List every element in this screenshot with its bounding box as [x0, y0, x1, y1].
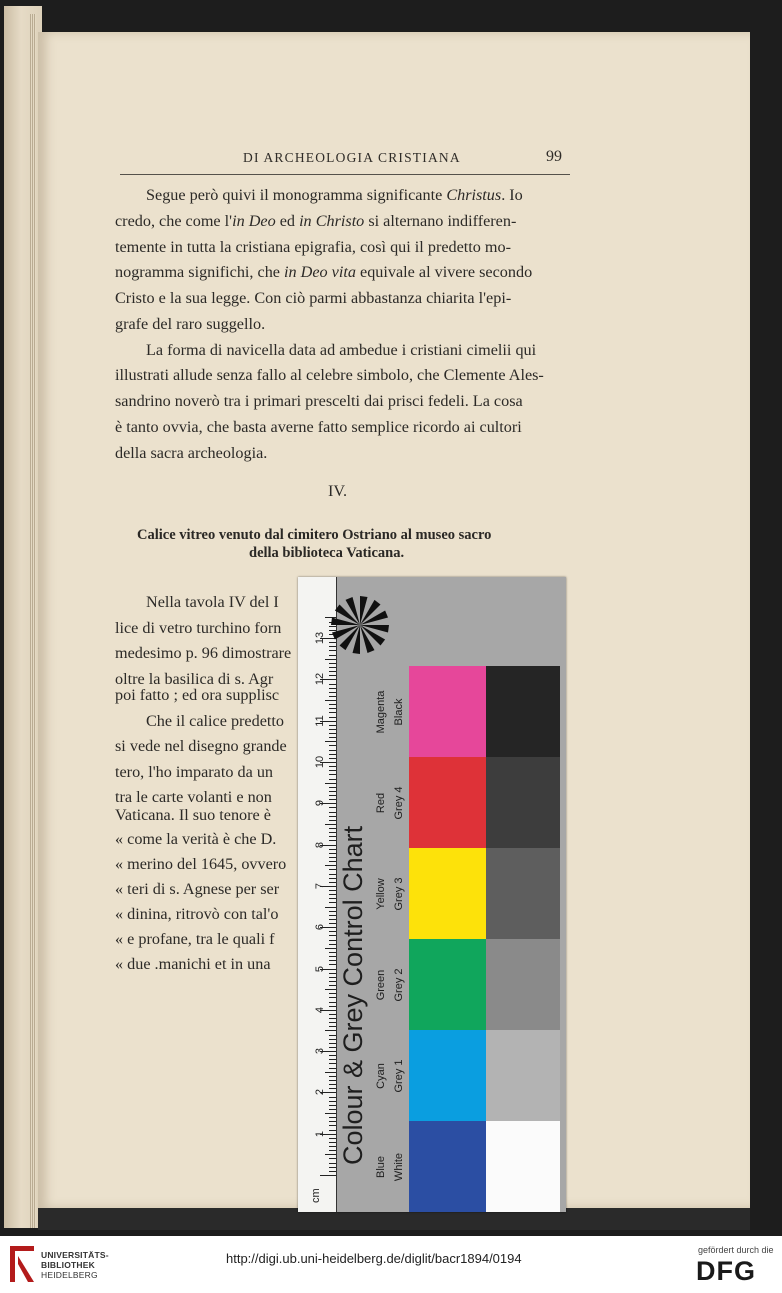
text-line: « come la verità è che D.	[115, 830, 277, 848]
ruler-tick	[329, 758, 336, 759]
ruler-tick	[329, 956, 336, 957]
text-line: illustrati allude senza fallo al celebre simbolo, che Clemente Ales-	[115, 366, 544, 384]
ruler-tick	[329, 857, 336, 858]
ruler-tick	[329, 964, 336, 965]
color-patch-red	[409, 757, 486, 848]
ruler-tick	[325, 783, 336, 784]
ruler-tick	[329, 1059, 336, 1060]
ruler-tick	[329, 898, 336, 899]
ruler-tick	[329, 688, 336, 689]
ruler-number: 2	[314, 1089, 326, 1096]
ruler-tick	[329, 981, 336, 982]
color-patch-yellow	[409, 848, 486, 939]
text-line: tero, l'ho imparato da un	[115, 763, 274, 781]
ruler-number: 9	[314, 800, 326, 807]
grey-patch-grey-4	[486, 757, 560, 848]
ruler-tick	[329, 663, 336, 664]
ruler-tick	[329, 923, 336, 924]
grey-patch-label: White	[393, 1152, 405, 1181]
text-line: nogramma significhi, che in Deo vita equivale al vivere secondo	[115, 263, 533, 281]
ruler-number: 11	[314, 714, 326, 727]
text-line: Segue però quivi il monogramma significante Christus. Io	[146, 186, 523, 204]
ruler-tick	[329, 1121, 336, 1122]
grey-patch-grey-1	[486, 1030, 560, 1121]
ruler-tick	[329, 812, 336, 813]
ruler-tick	[329, 1163, 336, 1164]
ruler-tick	[325, 1154, 336, 1155]
text-line: sandrino noverò tra i primari prescelti dai prisci fedeli. La cosa	[115, 392, 523, 410]
ruler-tick	[329, 745, 336, 746]
header-rule	[120, 174, 570, 175]
page-stack-edge	[30, 14, 36, 1228]
text-line: si vede nel disegno grande	[115, 737, 287, 755]
ruler-tick	[329, 1171, 336, 1172]
ruler-tick	[329, 1022, 336, 1023]
text-line: oltre la basilica di s. Agr	[115, 670, 274, 688]
ruler-tick	[329, 770, 336, 771]
ruler-tick	[329, 1080, 336, 1081]
ruler-tick	[329, 1125, 336, 1126]
ruler-tick	[329, 944, 336, 945]
ruler-tick	[329, 1063, 336, 1064]
ruler-tick	[329, 915, 336, 916]
color-patch-label: Blue	[375, 1155, 387, 1178]
text-line: « due .manichi et in una	[115, 955, 271, 973]
text-line: « teri di s. Agnese per ser	[115, 880, 280, 898]
ruler-tick	[329, 1018, 336, 1019]
text-line: Cristo e la sua legge. Con ciò parmi abbastanza chiarita l'epi-	[115, 289, 512, 307]
ruler-tick	[329, 799, 336, 800]
grey-patch-grey-3	[486, 848, 560, 939]
ruler-tick	[329, 1138, 336, 1139]
grey-patch-label: Grey 1	[393, 1059, 405, 1093]
ruler-number: 3	[314, 1048, 326, 1055]
ruler-tick	[329, 861, 336, 862]
ruler-tick	[329, 820, 336, 821]
ruler-tick	[329, 795, 336, 796]
ruler-tick	[329, 890, 336, 891]
ruler-tick	[329, 849, 336, 850]
chart-title: Colour & Grey Control Chart	[338, 825, 368, 1165]
ruler-tick	[329, 1084, 336, 1085]
ruler-tick	[329, 737, 336, 738]
ruler-tick	[329, 869, 336, 870]
ruler-tick	[329, 1142, 336, 1143]
text-line: « merino del 1645, ovvero	[115, 855, 287, 873]
ruler-tick	[329, 1068, 336, 1069]
ruler-number: 12	[314, 673, 326, 686]
text-line: Che il calice predetto	[146, 712, 284, 730]
ruler-tick	[329, 902, 336, 903]
grey-patch-black	[486, 666, 560, 757]
library-name-line: UNIVERSITÄTS-	[41, 1250, 109, 1260]
color-patch-green	[409, 939, 486, 1030]
ruler-tick	[329, 791, 336, 792]
ruler-tick	[329, 766, 336, 767]
color-patch-blue	[409, 1121, 486, 1212]
ruler-tick	[329, 717, 336, 718]
ruler-tick	[325, 700, 336, 701]
text-line: tra le carte volanti e non	[115, 788, 272, 806]
ruler-tick	[325, 865, 336, 866]
ruler-tick	[329, 787, 336, 788]
ruler-tick	[329, 708, 336, 709]
ruler-tick	[329, 836, 336, 837]
text-line: poi fatto ; ed ora supplisc	[115, 686, 280, 704]
ruler-tick	[325, 989, 336, 990]
ruler-tick	[329, 985, 336, 986]
ruler-tick	[329, 1002, 336, 1003]
ruler-tick	[329, 894, 336, 895]
section-title-line: della biblioteca Vaticana.	[249, 545, 405, 561]
ruler-tick	[325, 1072, 336, 1073]
ruler-tick	[329, 754, 336, 755]
ruler-tick	[329, 853, 336, 854]
university-logo-icon	[8, 1244, 38, 1284]
ruler-tick	[329, 1006, 336, 1007]
ruler-tick	[329, 874, 336, 875]
grey-patch-white	[486, 1121, 560, 1212]
ruler-number: 6	[314, 924, 326, 931]
ruler-tick	[329, 733, 336, 734]
ruler-tick	[329, 712, 336, 713]
ruler-tick	[329, 692, 336, 693]
dfg-logo: DFG	[696, 1256, 756, 1286]
library-name-line: BIBLIOTHEK	[41, 1260, 95, 1270]
ruler-tick	[329, 655, 336, 656]
ruler-tick	[329, 667, 336, 668]
ruler-tick	[325, 824, 336, 825]
ruler-number: 13	[314, 631, 326, 645]
page-number: 99	[546, 148, 562, 165]
ruler-tick	[329, 993, 336, 994]
text-line: temente in tutta la cristiana epigrafia, così qui il predetto mo-	[115, 238, 512, 256]
ruler-tick	[329, 671, 336, 672]
ruler-tick	[325, 907, 336, 908]
ruler-tick	[329, 1167, 336, 1168]
ruler-number: 7	[314, 882, 326, 889]
color-patch-label: Yellow	[375, 877, 387, 910]
text-line: « e profane, tra le quali f	[115, 930, 275, 948]
ruler-tick	[329, 779, 336, 780]
library-name-line: HEIDELBERG	[41, 1270, 98, 1280]
ruler-tick	[329, 1109, 336, 1110]
ruler-tick	[329, 684, 336, 685]
ruler-tick	[329, 1014, 336, 1015]
section-number: IV.	[328, 482, 348, 500]
ruler-tick	[325, 659, 336, 660]
text-line: medesimo p. 96 dimostrare	[115, 644, 292, 662]
text-line: è tanto ovvia, che basta averne fatto semplice ricordo ai cultori	[115, 418, 522, 436]
ruler-tick	[329, 1105, 336, 1106]
ruler-number: 10	[314, 755, 326, 769]
grey-patch-grey-2	[486, 939, 560, 1030]
ruler-tick	[325, 741, 336, 742]
text-line: Nella tavola IV del I	[146, 593, 279, 611]
color-patch-label: Cyan	[375, 1062, 387, 1089]
ruler-tick	[329, 1097, 336, 1098]
ruler-tick	[329, 931, 336, 932]
running-header: DI ARCHEOLOGIA CRISTIANA	[243, 150, 461, 165]
ruler-tick	[329, 828, 336, 829]
ruler-tick	[329, 816, 336, 817]
grey-patch-label: Black	[393, 698, 405, 725]
ruler-tick	[329, 1146, 336, 1147]
ruler-tick	[329, 1076, 336, 1077]
ruler-tick	[329, 1150, 336, 1151]
ruler-tick	[329, 675, 336, 676]
ruler-number: 8	[314, 841, 326, 848]
ruler-tick	[329, 1088, 336, 1089]
ruler-tick	[329, 1026, 336, 1027]
grey-patch-label: Grey 2	[393, 968, 405, 1002]
text-line: della sacra archeologia.	[115, 444, 268, 462]
grey-patch-label: Grey 4	[393, 786, 405, 820]
sunburst-target-icon	[331, 596, 389, 654]
color-patch-cyan	[409, 1030, 486, 1121]
ruler-tick	[329, 952, 336, 953]
ruler-tick	[329, 1101, 336, 1102]
ruler-tick	[329, 696, 336, 697]
ruler-tick	[329, 911, 336, 912]
ruler-tick	[329, 1047, 336, 1048]
ruler-tick	[329, 750, 336, 751]
text-line: credo, che come l'in Deo ed in Christo si alternano indifferen-	[115, 212, 517, 230]
ruler-tick	[329, 878, 336, 879]
color-patch-label: Red	[375, 792, 387, 813]
text-line: Vaticana. Il suo tenore è	[115, 806, 271, 824]
ruler-tick	[329, 919, 336, 920]
ruler-tick	[329, 725, 336, 726]
ruler-tick	[329, 1035, 336, 1036]
ruler-tick	[329, 774, 336, 775]
ruler-tick	[329, 935, 336, 936]
text-line: « dinina, ritrovò con tal'o	[115, 905, 279, 923]
color-patch-magenta	[409, 666, 486, 757]
ruler-tick	[329, 882, 336, 883]
ruler-tick	[329, 840, 336, 841]
ruler-tick	[325, 948, 336, 949]
ruler-tick	[329, 729, 336, 730]
color-patch-label: Magenta	[375, 690, 387, 733]
ruler-tick	[329, 997, 336, 998]
left-page-edge	[4, 6, 42, 1228]
ruler-tick	[329, 1117, 336, 1118]
permalink-url[interactable]: http://digi.ub.uni-heidelberg.de/diglit/bacr1894/0194	[226, 1251, 522, 1266]
ruler-tick	[329, 940, 336, 941]
ruler-number: 4	[314, 1006, 326, 1013]
ruler-unit-label: cm	[310, 1188, 322, 1203]
text-line: grafe del raro suggello.	[115, 315, 266, 333]
ruler-tick	[329, 832, 336, 833]
funding-note: gefördert durch die	[698, 1245, 774, 1255]
ruler-tick	[329, 1158, 336, 1159]
ruler-tick	[329, 704, 336, 705]
ruler-tick	[329, 1039, 336, 1040]
text-line: lice di vetro turchino forn	[115, 619, 282, 637]
ruler-tick	[320, 1175, 336, 1176]
ruler-tick	[329, 1130, 336, 1131]
ruler-tick	[329, 807, 336, 808]
ruler-tick	[329, 1055, 336, 1056]
color-patch-label: Green	[375, 969, 387, 1000]
grey-patch-label: Grey 3	[393, 877, 405, 911]
ruler-tick	[329, 1043, 336, 1044]
section-title-line: Calice vitreo venuto dal cimitero Ostriano al museo sacro	[137, 527, 492, 543]
ruler-tick	[325, 1030, 336, 1031]
text-line: La forma di navicella data ad ambedue i cristiani cimelii qui	[146, 341, 537, 359]
ruler-tick	[329, 977, 336, 978]
ruler-tick	[329, 973, 336, 974]
ruler-tick	[325, 1113, 336, 1114]
ruler-number: 5	[314, 965, 326, 972]
ruler-tick	[329, 960, 336, 961]
ruler-number: 1	[314, 1130, 326, 1137]
